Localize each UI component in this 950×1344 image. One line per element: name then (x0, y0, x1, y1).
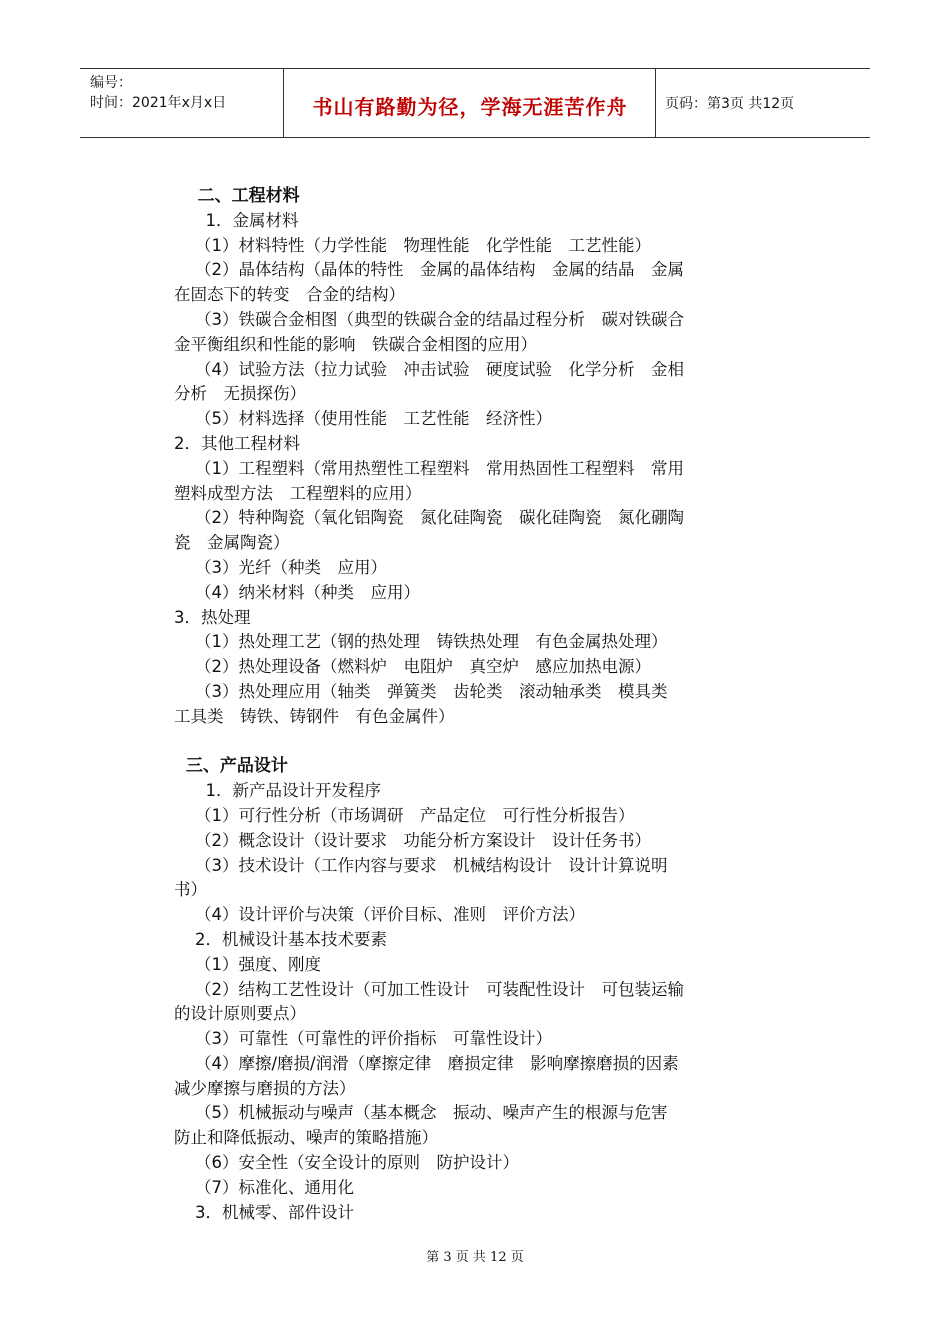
page-footer: 第 3 页 共 12 页 (426, 1250, 524, 1265)
text-line: （4）试验方法（拉力试验 冲击试验 硬度试验 化学分析 金相 (174, 359, 684, 379)
header-motto: 书山有路勤为径，学海无涯苦作舟 (312, 95, 628, 119)
section-heading: 二、工程材料 (174, 186, 300, 206)
text-line: （4）摩擦/磨损/润滑（摩擦定律 磨损定律 影响摩擦磨损的因素 (174, 1053, 679, 1073)
text-line: （1）可行性分析（市场调研 产品定位 可行性分析报告） (174, 805, 635, 825)
header-page-info: 页码：第3页 共12页 (665, 96, 795, 112)
text-line: 1．新产品设计开发程序 (174, 781, 381, 801)
text-line: （5）材料选择（使用性能 工艺性能 经济性） (174, 409, 552, 429)
text-line: 书） (174, 880, 207, 900)
text-line: （3）技术设计（工作内容与要求 机械结构设计 设计计算说明 (174, 855, 668, 875)
text-line: （1）工程塑料（常用热塑性工程塑料 常用热固性工程塑料 常用 (174, 458, 684, 478)
text-line: 防止和降低振动、噪声的策略措施） (174, 1128, 438, 1148)
text-line: （3）热处理应用（轴类 弹簧类 齿轮类 滚动轴承类 模具类 (174, 681, 668, 701)
page-header (80, 68, 870, 138)
text-line: 分析 无损探伤） (174, 384, 306, 404)
header-meta (90, 73, 226, 113)
text-line: （1）强度、刚度 (174, 954, 321, 974)
text-line: 金平衡组织和性能的影响 铁碳合金相图的应用） (174, 334, 537, 354)
text-line: 3．机械零、部件设计 (174, 1202, 354, 1222)
text-line: （2）结构工艺性设计（可加工性设计 可装配性设计 可包装运输 (174, 979, 684, 999)
text-line: （1）热处理工艺（钢的热处理 铸铁热处理 有色金属热处理） (174, 632, 668, 652)
text-line: 工具类 铸铁、铸钢件 有色金属件） (174, 706, 455, 726)
text-line: 3．热处理 (174, 607, 251, 627)
text-line: 瓷 金属陶瓷） (174, 533, 290, 553)
text-line: （6）安全性（安全设计的原则 防护设计） (174, 1153, 519, 1173)
text-line: 2．其他工程材料 (174, 433, 300, 453)
header-divider (655, 69, 656, 137)
text-line: （2）热处理设备（燃料炉 电阻炉 真空炉 感应加热电源） (174, 657, 651, 677)
text-line: （2）晶体结构（晶体的特性 金属的晶体结构 金属的结晶 金属 (174, 260, 684, 280)
text-line: （4）设计评价与决策（评价目标、准则 评价方法） (174, 905, 585, 925)
text-line: （7）标准化、通用化 (174, 1177, 354, 1197)
text-line: 1．金属材料 (174, 210, 299, 230)
number-label: 编号： (90, 75, 132, 91)
section-heading: 三、产品设计 (174, 756, 288, 777)
text-line: （3）可靠性（可靠性的评价指标 可靠性设计） (174, 1029, 552, 1049)
text-line: 减少摩擦与磨损的方法） (174, 1078, 356, 1098)
text-line: 塑料成型方法 工程塑料的应用） (174, 483, 422, 503)
text-line: （3）铁碳合金相图（典型的铁碳合金的结晶过程分析 碳对铁碳合 (174, 309, 684, 329)
text-line: （2）特种陶瓷（氧化铝陶瓷 氮化硅陶瓷 碳化硅陶瓷 氮化硼陶 (174, 508, 684, 528)
text-line: （4）纳米材料（种类 应用） (174, 582, 420, 602)
header-divider (283, 69, 284, 137)
text-line: 在固态下的转变 合金的结构） (174, 285, 405, 305)
text-line: 的设计原则要点） (174, 1004, 306, 1024)
text-line: （2）概念设计（设计要求 功能分析方案设计 设计任务书） (174, 830, 651, 850)
text-line: （1）材料特性（力学性能 物理性能 化学性能 工艺性能） (174, 235, 651, 255)
text-line: （3）光纤（种类 应用） (174, 557, 387, 577)
text-line: 2．机械设计基本技术要素 (174, 929, 387, 949)
text-line: （5）机械振动与噪声（基本概念 振动、噪声产生的根源与危害 (174, 1103, 668, 1123)
document-body (174, 184, 784, 1225)
blank-line (174, 730, 784, 755)
time-label: 时间：2021年x月x日 (90, 95, 227, 111)
